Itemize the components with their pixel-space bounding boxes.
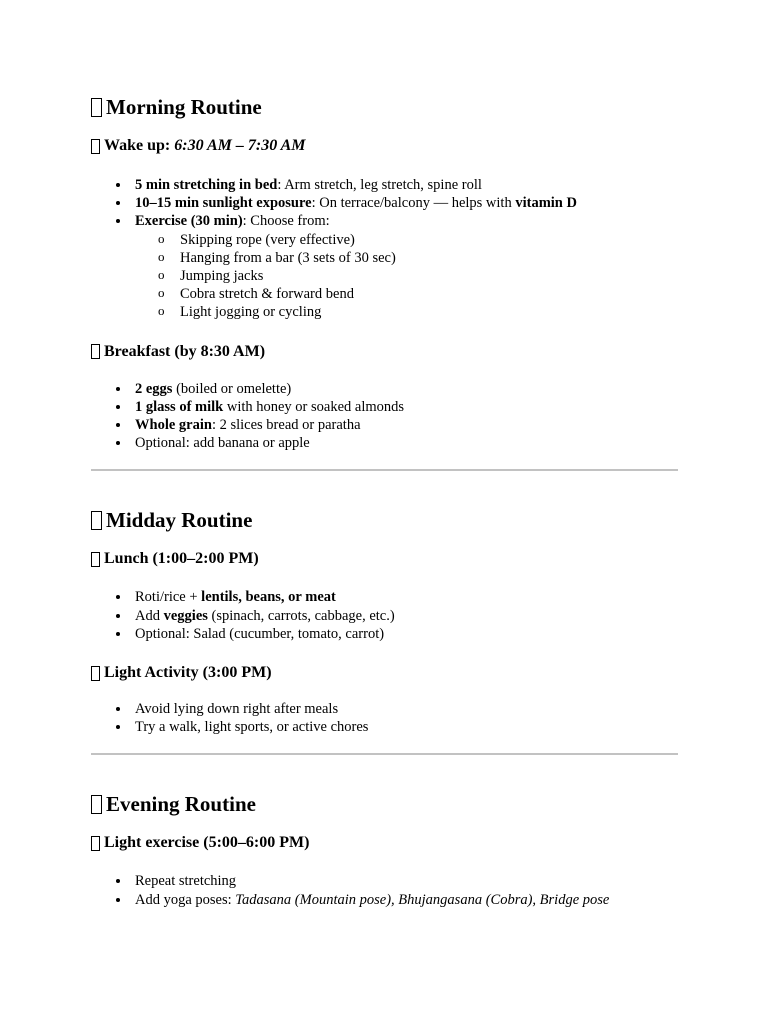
item-text: Add [135,607,164,624]
morning-heading [91,94,678,120]
item-text: : Choose from: [242,213,330,230]
list-item [91,891,678,909]
walking-icon [91,666,100,681]
wake-up-label: Wake up: [104,137,171,154]
item-bold: 1 glass of milk [135,398,224,415]
light-activity-heading-text: Light Activity (3:00 PM) [104,664,272,682]
list-item [91,588,678,606]
evening-exercise-heading [91,833,678,853]
list-item [91,212,678,321]
wake-up-heading [91,136,678,156]
item-text: : 2 slices bread or paratha [211,417,361,434]
item-text: : On terrace/balcony — helps with [311,195,516,212]
list-item [91,194,678,212]
list-item: o Cobra stretch & forward bend [135,285,678,303]
midday-heading [91,507,678,533]
list-item [91,398,678,416]
item-bold: Exercise (30 min) [135,213,243,230]
evening-heading [91,791,678,817]
item-bold: 5 min stretching in bed [135,177,278,193]
evening-exercise-heading-text: Light exercise (5:00–6:00 PM) [104,834,310,852]
midday-heading-text: Midday Routine [106,508,253,533]
list-item [91,607,678,625]
morning-heading-text: Morning Routine [106,95,262,119]
list-item: Avoid lying down right after meals [91,700,678,718]
item-text: with honey or soaked almonds [223,398,405,415]
list-item: o Jumping jacks [135,267,678,285]
exercise-options-list [135,231,678,322]
item-bold: 10–15 min sunlight exposure [135,195,312,212]
list-item [91,416,678,434]
item-bold: Whole grain [135,417,212,434]
list-item: o Skipping rope (very effective) [135,231,678,249]
list-item: o Hanging from a bar (3 sets of 30 sec) [135,249,678,267]
item-text: (boiled or omelette) [172,380,292,397]
plate-icon [91,552,100,567]
breakfast-heading-text: Breakfast (by 8:30 AM) [104,342,266,360]
sun-icon [91,511,102,530]
evening-heading-text: Evening Routine [106,792,256,817]
light-activity-heading [91,663,678,683]
list-item [91,380,678,398]
sunset-icon [91,795,102,814]
evening-exercise-list [91,872,678,908]
item-bold: veggies [163,607,208,624]
breakfast-heading [91,342,678,362]
light-activity-list [91,700,678,736]
morning-list [91,176,678,322]
exercise-icon [91,836,100,851]
list-item [91,176,678,194]
breakfast-list [91,380,678,453]
food-icon [91,344,100,359]
item-text: Roti/rice + [135,589,202,606]
list-item: Optional: Salad (cucumber, tomato, carrot) [91,625,678,643]
lunch-heading [91,549,678,569]
list-item: o Light jogging or cycling [135,303,678,321]
item-text: : Arm stretch, leg stretch, spine roll [277,177,482,193]
lunch-list [91,588,678,643]
section-divider [91,753,678,755]
alarm-clock-icon [91,139,100,154]
sunrise-icon [91,98,102,117]
lunch-heading-text: Lunch (1:00–2:00 PM) [104,550,259,568]
item-text: (spinach, carrots, cabbage, etc.) [207,607,395,624]
section-divider [91,469,678,471]
list-item: Repeat stretching [91,872,678,890]
document-content [91,90,678,909]
item-bold: 2 eggs [135,380,173,397]
item-bold: lentils, beans, or meat [201,589,336,606]
list-item: Try a walk, light sports, or active chores [91,718,678,736]
wake-up-time: 6:30 AM – 7:30 AM [174,137,306,154]
yoga-poses-text: Tadasana (Mountain pose), Bhujangasana (Cobra), Bridge pose [235,891,610,908]
item-text: Add yoga poses: [135,891,236,908]
list-item: Optional: add banana or apple [91,434,678,452]
item-bold: vitamin D [515,195,577,212]
